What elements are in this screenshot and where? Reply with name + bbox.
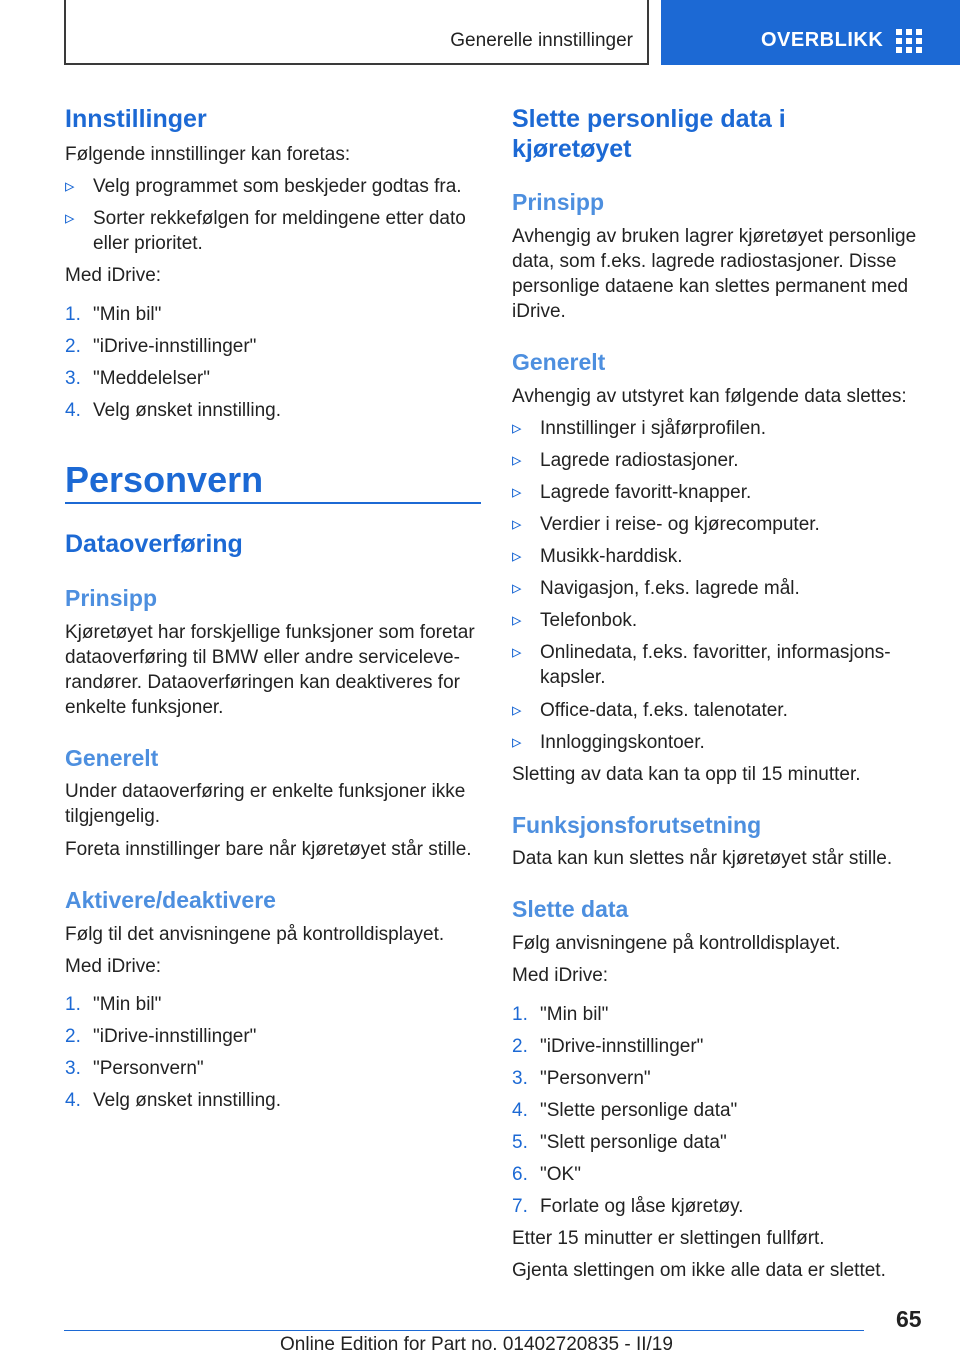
- list-item: ▹ Musikk-harddisk.: [512, 546, 683, 567]
- triangle-bullet-icon: ▹: [512, 546, 522, 567]
- heading-prinsipp: Prinsipp: [512, 189, 605, 215]
- paragraph: Avhengig av utstyret kan følgende data slettes:: [512, 386, 907, 407]
- triangle-bullet-icon: ▹: [512, 642, 522, 663]
- paragraph: Kjøretøyet har forskjellige funksjoner som foretar dataoverføring til BMW eller andre serviceleve-randører. Dataoverføringen kan deaktiveres for enkelte funksjoner.: [65, 622, 475, 718]
- paragraph: Med iDrive:: [512, 965, 609, 986]
- heading-dataoverforing: Dataoverføring: [65, 530, 243, 558]
- paragraph: Avhengig av bruken lagrer kjøretøyet personlige data, som f.eks. lagrede radiostasjoner. Disse personlige dataene kan slettes permanent med iDrive.: [512, 226, 917, 322]
- triangle-bullet-icon: ▹: [512, 482, 522, 503]
- heading-aktivere: Aktivere/deaktivere: [65, 887, 276, 913]
- triangle-bullet-icon: ▹: [512, 450, 522, 471]
- heading-personvern: Personvern: [65, 459, 264, 500]
- list-item: 3. "Meddelelser": [65, 368, 210, 389]
- list-item: ▹ Innstillinger i sjåførprofilen.: [512, 418, 766, 439]
- grid-icon: [896, 29, 922, 53]
- triangle-bullet-icon: ▹: [512, 418, 522, 439]
- list-item: 3. "Personvern": [512, 1068, 651, 1089]
- list-item: 2. "iDrive-innstillinger": [512, 1036, 704, 1057]
- paragraph: Sletting av data kan ta opp til 15 minutter.: [512, 764, 861, 785]
- heading-slette-data: Slette data: [512, 896, 629, 922]
- divider: [65, 502, 481, 504]
- list-item: 2. "iDrive-innstillinger": [65, 1026, 257, 1047]
- list-item: ▹ Velg programmet som beskjeder godtas fra.: [65, 176, 462, 197]
- list-item: ▹ Telefonbok.: [512, 610, 638, 631]
- header-section-box: [64, 0, 649, 65]
- list-item: 1. "Min bil": [65, 994, 162, 1015]
- list-item: ▹ Lagrede favoritt-knapper.: [512, 482, 752, 503]
- list-item: 4. Velg ønsket innstilling.: [65, 1090, 281, 1111]
- heading-generelt: Generelt: [512, 349, 606, 375]
- triangle-bullet-icon: ▹: [65, 208, 75, 229]
- overview-button[interactable]: [661, 0, 960, 65]
- list-item: 3. "Personvern": [65, 1058, 204, 1079]
- paragraph: Foreta innstillinger bare når kjøretøyet står stille.: [65, 839, 472, 860]
- list-item: 1. "Min bil": [65, 304, 162, 325]
- paragraph: Følgende innstillinger kan foretas:: [65, 144, 351, 165]
- paragraph: Etter 15 minutter er slettingen fullført.: [512, 1228, 825, 1249]
- paragraph: Gjenta slettingen om ikke alle data er slettet.: [512, 1260, 886, 1281]
- triangle-bullet-icon: ▹: [65, 176, 75, 197]
- triangle-bullet-icon: ▹: [512, 732, 522, 753]
- list-item: 2. "iDrive-innstillinger": [65, 336, 257, 357]
- list-item: ▹ Lagrede radiostasjoner.: [512, 450, 739, 471]
- list-item: ▹ Sorter rekkefølgen for meldingene etter dato eller prioritet.: [65, 208, 466, 254]
- paragraph: Data kan kun slettes når kjøretøyet står stille.: [512, 848, 893, 869]
- list-item: ▹ Navigasjon, f.eks. lagrede mål.: [512, 578, 800, 599]
- footer-divider: [64, 1330, 864, 1331]
- list-item: 4. Velg ønsket innstilling.: [65, 400, 281, 421]
- list-item: ▹ Onlinedata, f.eks. favoritter, informasjons-kapsler.: [512, 642, 891, 688]
- overview-label: OVERBLIKK: [761, 29, 884, 51]
- heading-slette-personlige-data: Slette personlige data i kjøretøyet: [512, 105, 786, 163]
- list-item: ▹ Verdier i reise- og kjørecomputer.: [512, 514, 820, 535]
- list-item: 7. Forlate og låse kjøretøy.: [512, 1196, 744, 1217]
- paragraph: Med iDrive:: [65, 265, 162, 286]
- list-item: 1. "Min bil": [512, 1004, 609, 1025]
- triangle-bullet-icon: ▹: [512, 514, 522, 535]
- page-number: 65: [896, 1306, 922, 1332]
- heading-generelt: Generelt: [65, 745, 159, 771]
- paragraph: Under dataoverføring er enkelte funksjoner ikke tilgjengelig.: [65, 781, 466, 827]
- paragraph: Følg anvisningene på kontrolldisplayet.: [512, 933, 841, 954]
- heading-prinsipp: Prinsipp: [65, 585, 158, 611]
- heading-innstillinger: Innstillinger: [65, 105, 207, 133]
- list-item: 4. "Slette personlige data": [512, 1100, 738, 1121]
- list-item: 5. "Slett personlige data": [512, 1132, 727, 1153]
- list-item: ▹ Office-data, f.eks. talenotater.: [512, 700, 788, 721]
- triangle-bullet-icon: ▹: [512, 578, 522, 599]
- list-item: ▹ Innloggingskontoer.: [512, 732, 705, 753]
- triangle-bullet-icon: ▹: [512, 610, 522, 631]
- triangle-bullet-icon: ▹: [512, 700, 522, 721]
- paragraph: Følg til det anvisningene på kontrolldisplayet.: [65, 924, 445, 945]
- list-item: 6. "OK": [512, 1164, 581, 1185]
- heading-funksjonsforutsetning: Funksjonsforutsetning: [512, 812, 762, 838]
- paragraph: Med iDrive:: [65, 956, 162, 977]
- header-section-title: Generelle innstillinger: [450, 30, 633, 51]
- footer-edition: Online Edition for Part no. 01402720835 - II/19: [280, 1334, 673, 1355]
